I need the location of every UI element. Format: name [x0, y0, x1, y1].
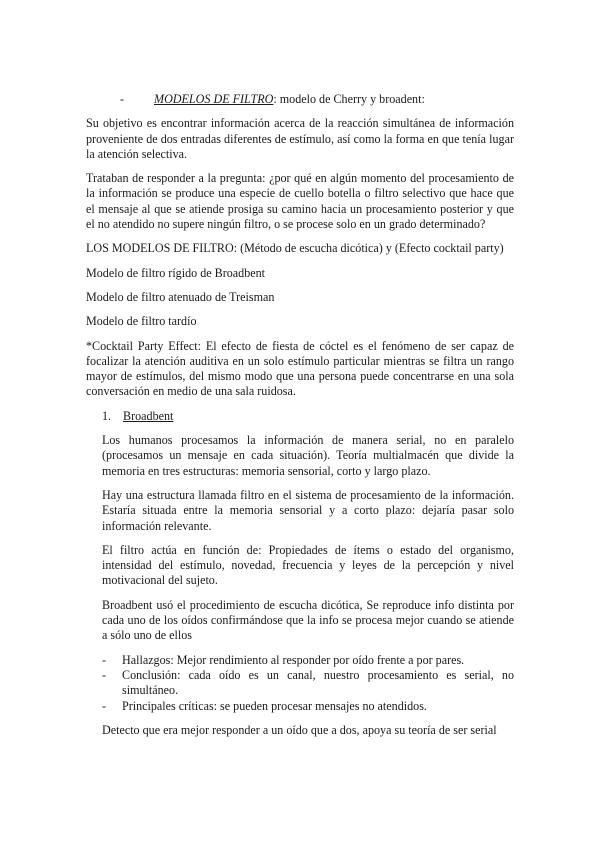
bullet-dash: -: [102, 667, 107, 682]
bullet-dash: -: [102, 698, 107, 713]
list-item-text: Conclusión: cada oído es un canal, nuestro procesamiento es serial, no simultáneo.: [122, 667, 514, 698]
bullet-dash: -: [102, 652, 107, 667]
section-title: Broadbent: [123, 408, 174, 423]
list-item: [102, 653, 514, 668]
heading-text: [154, 92, 425, 107]
paragraph-pregunta: Trataban de responder a la pregunta: ¿por qué en algún momento del procesamiento de la información se produce una especie de cuello botella o filtro selectivo que hace que el mensaje al que se atiende prosiga su camino hacia un procesamiento posterior y que el no atendido no supere ningún filtro, o se procese solo en un grado determinado?: [86, 171, 514, 232]
closing-paragraph: Detecto que era mejor responder a un oído que a dos, apoya su teoría de ser serial: [102, 722, 497, 737]
list-item-text: Hallazgos: Mejor rendimiento al responder por oído frente a por pares.: [122, 652, 465, 667]
list-item-text: Principales críticas: se pueden procesar mensajes no atendidos.: [122, 698, 427, 713]
section-number: 1.: [102, 408, 112, 423]
section-heading-broadbent: [102, 409, 514, 424]
paragraph-objetivo: Su objetivo es encontrar información acerca de la reacción simultánea de información proveniente de dos entradas diferentes de estímulo, así como la forma en que tenía lugar la atención selectiva.: [86, 116, 514, 161]
paragraph-cocktail-effect: *Cocktail Party Effect: El efecto de fiesta de cóctel es el fenómeno de ser capaz de focalizar la atención auditiva en un solo estímulo particular mientras se filtra un rango mayor de estímulos, del mismo modo que una persona puede concentrarse en una sola conversación en medio de una sala ruidosa.: [86, 338, 514, 399]
heading-line: [86, 92, 514, 107]
paragraph-filtro-tardio: Modelo de filtro tardío: [86, 314, 197, 329]
heading-subtitle: : modelo de Cherry y broadent:: [273, 92, 425, 106]
section-paragraph: Hay una estructura llamada filtro en el sistema de procesamiento de la información. Estaría situada entre la memoria sensorial y a corto plazo: dejaría pasar solo información relevante.: [102, 487, 514, 533]
heading-title: MODELOS DE FILTRO: [154, 92, 274, 106]
heading-dash: -: [120, 92, 125, 106]
paragraph-filtro-rigido: Modelo de filtro rígido de Broadbent: [86, 265, 266, 280]
findings-list: [102, 653, 514, 714]
list-item: [102, 668, 514, 699]
paragraph-modelos: LOS MODELOS DE FILTRO: (Método de escucha dicótica) y (Efecto cocktail party): [86, 241, 504, 256]
section-paragraph: El filtro actúa en función de: Propiedades de ítems o estado del organismo, intensidad del estímulo, novedad, frecuencia y leyes de la percepción y nivel motivacional del sujeto.: [102, 542, 514, 588]
list-item: [102, 699, 514, 714]
section-paragraph: Broadbent usó el procedimiento de escucha dicótica, Se reproduce info distinta por cada uno de los oídos confirmándose que la info se procesa mejor cuando se atiende a sólo uno de ellos: [102, 597, 514, 643]
section-paragraph: Los humanos procesamos la información de manera serial, no en paralelo (procesamos un mensaje en cada situación). Teoría multialmacén que divide la memoria en tres estructuras: memoria sensorial, corto y largo plazo.: [102, 433, 514, 478]
paragraph-filtro-atenuado: Modelo de filtro atenuado de Treisman: [86, 289, 275, 304]
section-body: [102, 433, 514, 644]
